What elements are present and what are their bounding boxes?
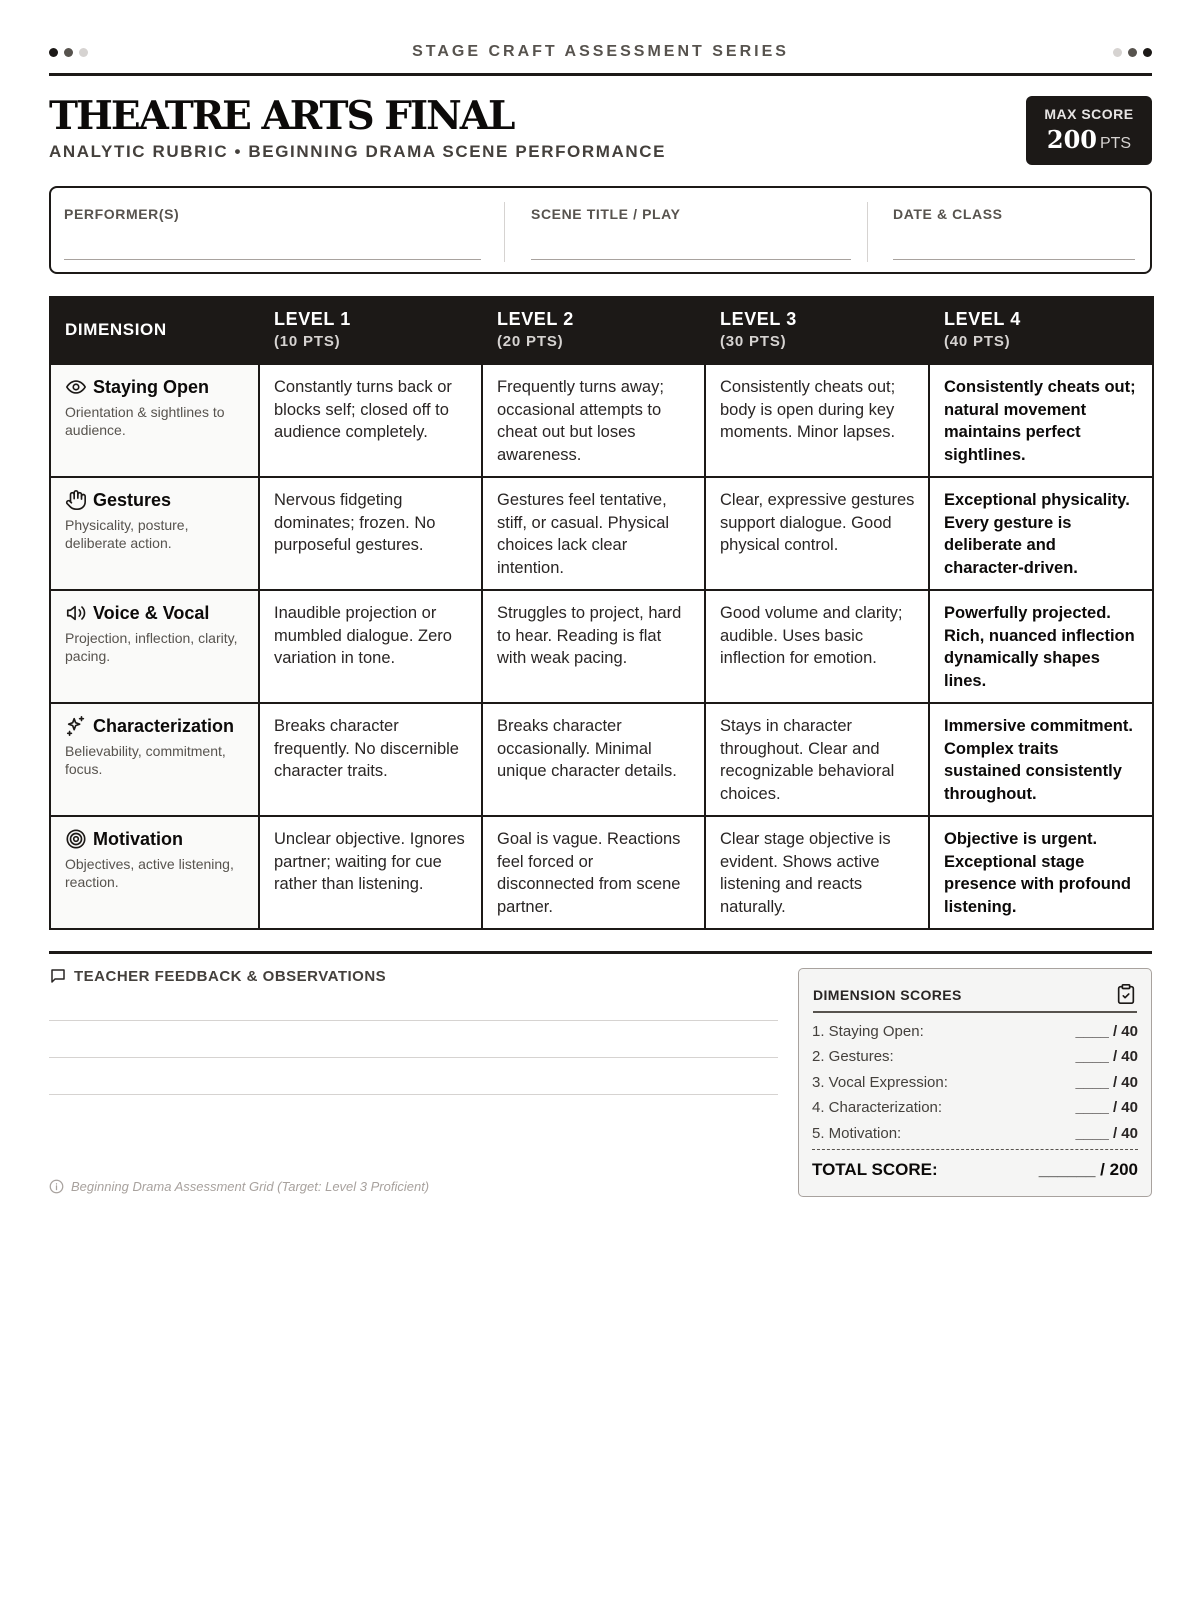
header-label: LEVEL 2 [497, 309, 574, 329]
level-3-cell: Stays in character throughout. Clear and recognizable behavioral choices. [705, 703, 929, 816]
max-score-value: 200 [1046, 125, 1097, 154]
info-icon [49, 1179, 64, 1194]
total-score-blank[interactable]: ______ / 200 [1038, 1160, 1138, 1179]
score-blank[interactable]: ____ / 40 [1075, 1074, 1138, 1091]
header-level-3 [705, 297, 929, 364]
rubric-row [50, 364, 1153, 477]
dimension-name: Characterization [93, 716, 235, 736]
dimension-description: Objectives, active listening, reaction. [65, 855, 234, 891]
max-score-value-group [1026, 125, 1152, 154]
level-3-cell: Clear stage objective is evident. Shows active listening and reacts naturally. [705, 816, 929, 929]
sparkles-icon [65, 715, 87, 737]
dot-icon [1143, 48, 1152, 57]
header-label: DIMENSION [65, 320, 167, 339]
score-row [812, 1097, 1138, 1119]
header-points: (30 PTS) [720, 333, 787, 350]
dimension-description: Believability, commitment, focus. [65, 742, 226, 778]
dimension-cell [50, 816, 259, 929]
field-divider [504, 202, 505, 262]
series-title: STAGE CRAFT ASSESSMENT SERIES [412, 43, 789, 60]
score-row [812, 1123, 1138, 1145]
footnote-text: Beginning Drama Assessment Grid (Target: Level 3 Proficient) [71, 1179, 430, 1194]
target-icon [65, 828, 87, 850]
level-1-cell: Unclear objective. Ignores partner; waiting for cue rather than listening. [259, 816, 482, 929]
feedback-label: TEACHER FEEDBACK & OBSERVATIONS [74, 967, 387, 985]
level-1-cell: Constantly turns back or blocks self; closed off to audience completely. [259, 364, 482, 477]
eye-icon [65, 376, 87, 398]
decor-dots-right [1113, 48, 1152, 57]
top-banner [49, 40, 1152, 76]
section-divider [49, 951, 1152, 954]
score-row [812, 1046, 1138, 1068]
dimension-cell [50, 477, 259, 590]
scene-title-input-line[interactable] [531, 259, 851, 260]
date-class-label: DATE & CLASS [893, 206, 1003, 222]
rubric-header-row [50, 297, 1153, 364]
dimension-heading [65, 715, 252, 738]
feedback-line[interactable] [49, 1020, 778, 1021]
dimension-heading [65, 376, 252, 399]
level-4-cell: Powerfully projected. Rich, nuanced inflection dynamically shapes lines. [929, 590, 1153, 703]
dimension-cell [50, 590, 259, 703]
dimension-cell [50, 703, 259, 816]
clipboard-check-icon [1115, 982, 1137, 1006]
field-divider [867, 202, 868, 262]
feedback-line[interactable] [49, 1057, 778, 1058]
feedback-heading [49, 967, 386, 985]
level-3-cell: Clear, expressive gestures support dialogue. Good physical control. [705, 477, 929, 590]
level-2-cell: Gestures feel tentative, stiff, or casual. Physical choices lack clear intention. [482, 477, 705, 590]
scores-dashed-divider [812, 1149, 1138, 1150]
score-label: 5. Motivation: [812, 1125, 902, 1142]
dimension-heading [65, 828, 252, 851]
scene-title-field[interactable] [531, 188, 851, 272]
scores-header [813, 983, 1137, 1013]
max-score-unit: PTS [1099, 135, 1132, 152]
level-3-cell: Consistently cheats out; body is open during key moments. Minor lapses. [705, 364, 929, 477]
score-blank[interactable]: ____ / 40 [1075, 1099, 1138, 1116]
header-level-4 [929, 297, 1153, 364]
level-1-cell: Breaks character frequently. No discernible character traits. [259, 703, 482, 816]
page-title: THEATRE ARTS FINAL [49, 93, 514, 139]
header-label: LEVEL 3 [720, 309, 797, 329]
dimension-description: Physicality, posture, deliberate action. [65, 516, 189, 552]
dimension-name: Voice & Vocal [93, 603, 210, 623]
rubric-row [50, 590, 1153, 703]
level-4-cell: Immersive commitment. Complex traits sustained consistently throughout. [929, 703, 1153, 816]
score-blank[interactable]: ____ / 40 [1075, 1048, 1138, 1065]
performer-field[interactable] [64, 188, 481, 272]
max-score-label: MAX SCORE [1044, 106, 1134, 122]
dot-icon [1128, 48, 1137, 57]
dimension-cell [50, 364, 259, 477]
rubric-row [50, 816, 1153, 929]
header-label: LEVEL 4 [944, 309, 1021, 329]
dimension-heading [65, 489, 252, 512]
performance-info-box [49, 186, 1152, 274]
scene-title-label: SCENE TITLE / PLAY [531, 206, 681, 222]
header-points: (40 PTS) [944, 333, 1011, 350]
performer-input-line[interactable] [64, 259, 481, 260]
header-points: (10 PTS) [274, 333, 341, 350]
performer-label: PERFORMER(S) [64, 206, 180, 222]
dimension-heading [65, 602, 252, 625]
dimension-name: Gestures [93, 490, 172, 510]
score-blank[interactable]: ____ / 40 [1075, 1125, 1138, 1142]
rubric-table [49, 296, 1154, 930]
score-label: 2. Gestures: [812, 1048, 894, 1065]
score-blank[interactable]: ____ / 40 [1075, 1023, 1138, 1040]
score-row [812, 1072, 1138, 1094]
footnote [49, 1179, 429, 1194]
rubric-row [50, 703, 1153, 816]
hand-icon [65, 489, 87, 511]
total-score-row [812, 1158, 1138, 1184]
level-1-cell: Nervous fidgeting dominates; frozen. No purposeful gestures. [259, 477, 482, 590]
score-label: 1. Staying Open: [812, 1023, 924, 1040]
dot-icon [1113, 48, 1122, 57]
level-2-cell: Frequently turns away; occasional attempts to cheat out but loses awareness. [482, 364, 705, 477]
header-level-1 [259, 297, 482, 364]
level-3-cell: Good volume and clarity; audible. Uses basic inflection for emotion. [705, 590, 929, 703]
header-level-2 [482, 297, 705, 364]
header-label: LEVEL 1 [274, 309, 351, 329]
score-label: 3. Vocal Expression: [812, 1074, 948, 1091]
comment-icon [49, 967, 67, 985]
score-row [812, 1021, 1138, 1043]
score-label: 4. Characterization: [812, 1099, 943, 1116]
total-score-label: TOTAL SCORE: [812, 1160, 938, 1179]
scores-title: DIMENSION SCORES [813, 987, 962, 1003]
level-4-cell: Consistently cheats out; natural movement maintains perfect sightlines. [929, 364, 1153, 477]
rubric-row [50, 477, 1153, 590]
header-dimension [50, 297, 259, 364]
date-class-input-line[interactable] [893, 259, 1135, 260]
level-2-cell: Goal is vague. Reactions feel forced or disconnected from scene partner. [482, 816, 705, 929]
feedback-line[interactable] [49, 1094, 778, 1095]
dimension-name: Staying Open [93, 377, 210, 397]
speaker-icon [65, 602, 87, 624]
level-1-cell: Inaudible projection or mumbled dialogue. Zero variation in tone. [259, 590, 482, 703]
dimension-name: Motivation [93, 829, 183, 849]
dimension-description: Orientation & sightlines to audience. [65, 403, 225, 439]
max-score-badge [1026, 96, 1152, 165]
date-class-field[interactable] [893, 188, 1135, 272]
level-4-cell: Exceptional physicality. Every gesture is deliberate and character-driven. [929, 477, 1153, 590]
level-2-cell: Struggles to project, hard to hear. Reading is flat with weak pacing. [482, 590, 705, 703]
level-2-cell: Breaks character occasionally. Minimal unique character details. [482, 703, 705, 816]
level-4-cell: Objective is urgent. Exceptional stage presence with profound listening. [929, 816, 1153, 929]
header-points: (20 PTS) [497, 333, 564, 350]
page-subtitle: ANALYTIC RUBRIC • BEGINNING DRAMA SCENE PERFORMANCE [49, 142, 667, 161]
dimension-description: Projection, inflection, clarity, pacing. [65, 629, 238, 665]
